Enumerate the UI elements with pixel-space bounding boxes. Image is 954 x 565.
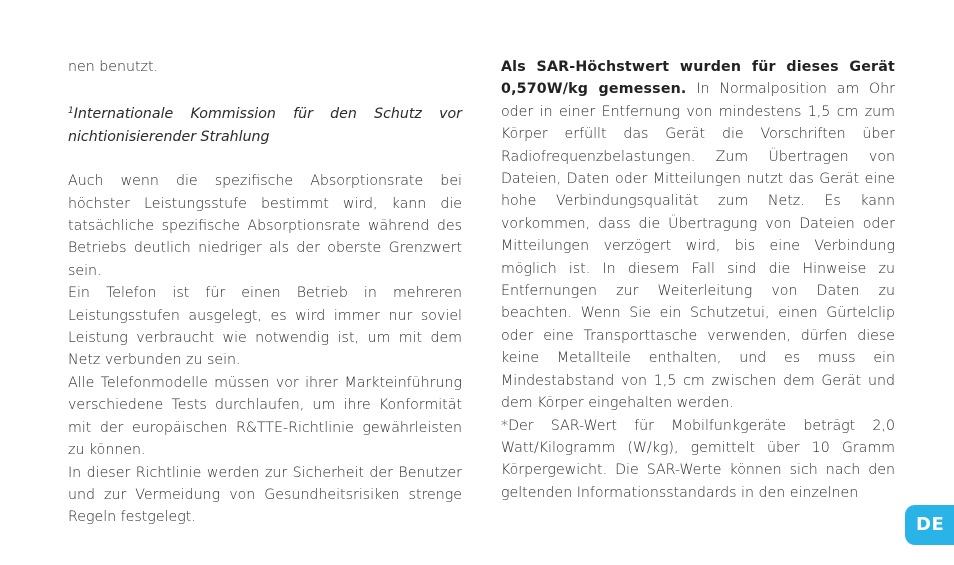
paragraph-power-levels: Ein Telefon ist für einen Betrieb in mehreren Leistungsstufen ausgelegt, es wird immer nur soviel Leistung verbraucht wie notwendig ist, um mit dem Netz verbunden zu sein. [68,285,462,369]
language-label: DE [916,514,945,535]
footnote [68,100,462,148]
sar-max-value: Als SAR-Höchstwert wurden für dieses Gerät 0,570W/kg gemessen. [501,59,895,98]
sar-paragraph [501,56,895,415]
paragraph-sar-note: Auch wenn die spezifische Absorptionsrate bei höchster Leistungsstufe bestimmt wird, kann die tatsächliche spezifische Absorptionsrate während des Betriebs deutlich niedriger als der oberste Grenzwert sein. [68,173,462,279]
footnote-marker: 1 [68,106,74,117]
footnote-text: Internationale Kommission für den Schutz vor nichtionisierender Strahlung [68,106,462,145]
language-tab [905,505,954,545]
left-column [68,56,462,529]
paragraph-conformity: Alle Telefonmodelle müssen vor ihrer Markteinführung verschiedene Tests durchlaufen, um ihre Konformität mit der europäischen R&TTE-Richtlinie gewährleisten zu können. [68,374,462,459]
sar-body-text: In Normalposition am Ohr oder in einer Entfernung von mindestens 1,5 cm zum Körper erfüllt das Gerät die Vorschriften über Radiofrequenzbelastungen. Zum Übertragen von Dateien, Daten oder Mitteilungen nutzt das Gerät eine hohe Verbindungsqualität zum Netz. Es kann vorkommen, dass die Übertragung von Dateien oder Mitteilungen verzögert wird, bis eine Verbindung möglich ist. In diesem Fall sind die Hinweise zu Entfernungen zur Weiterleitung von Daten zu beachten. Wenn Sie ein Schutzetui, einen Gürtelclip oder eine Transporttasche verwenden, dürfen diese keine Metallteile enthalten, und es muss ein Mindestabstand von 1,5 cm zwischen dem Gerät und dem Körper eingehalten werden. [501,81,895,412]
right-column [501,56,895,504]
paragraph-directive: In dieser Richtlinie werden zur Sicherheit der Benutzer und zur Vermeidung von Gesundheitsrisiken strenge Regeln festgelegt. [68,464,462,526]
intro-fragment: nen benutzt. [68,59,159,75]
sar-footnote: *Der SAR-Wert für Mobilfunkgeräte beträgt 2,0 Watt/Kilogramm (W/kg), gemittelt über 10 Gramm Körpergewicht. Die SAR-Werte können sich nach den geltenden Informationsstandards in den einzelnen [501,417,895,501]
